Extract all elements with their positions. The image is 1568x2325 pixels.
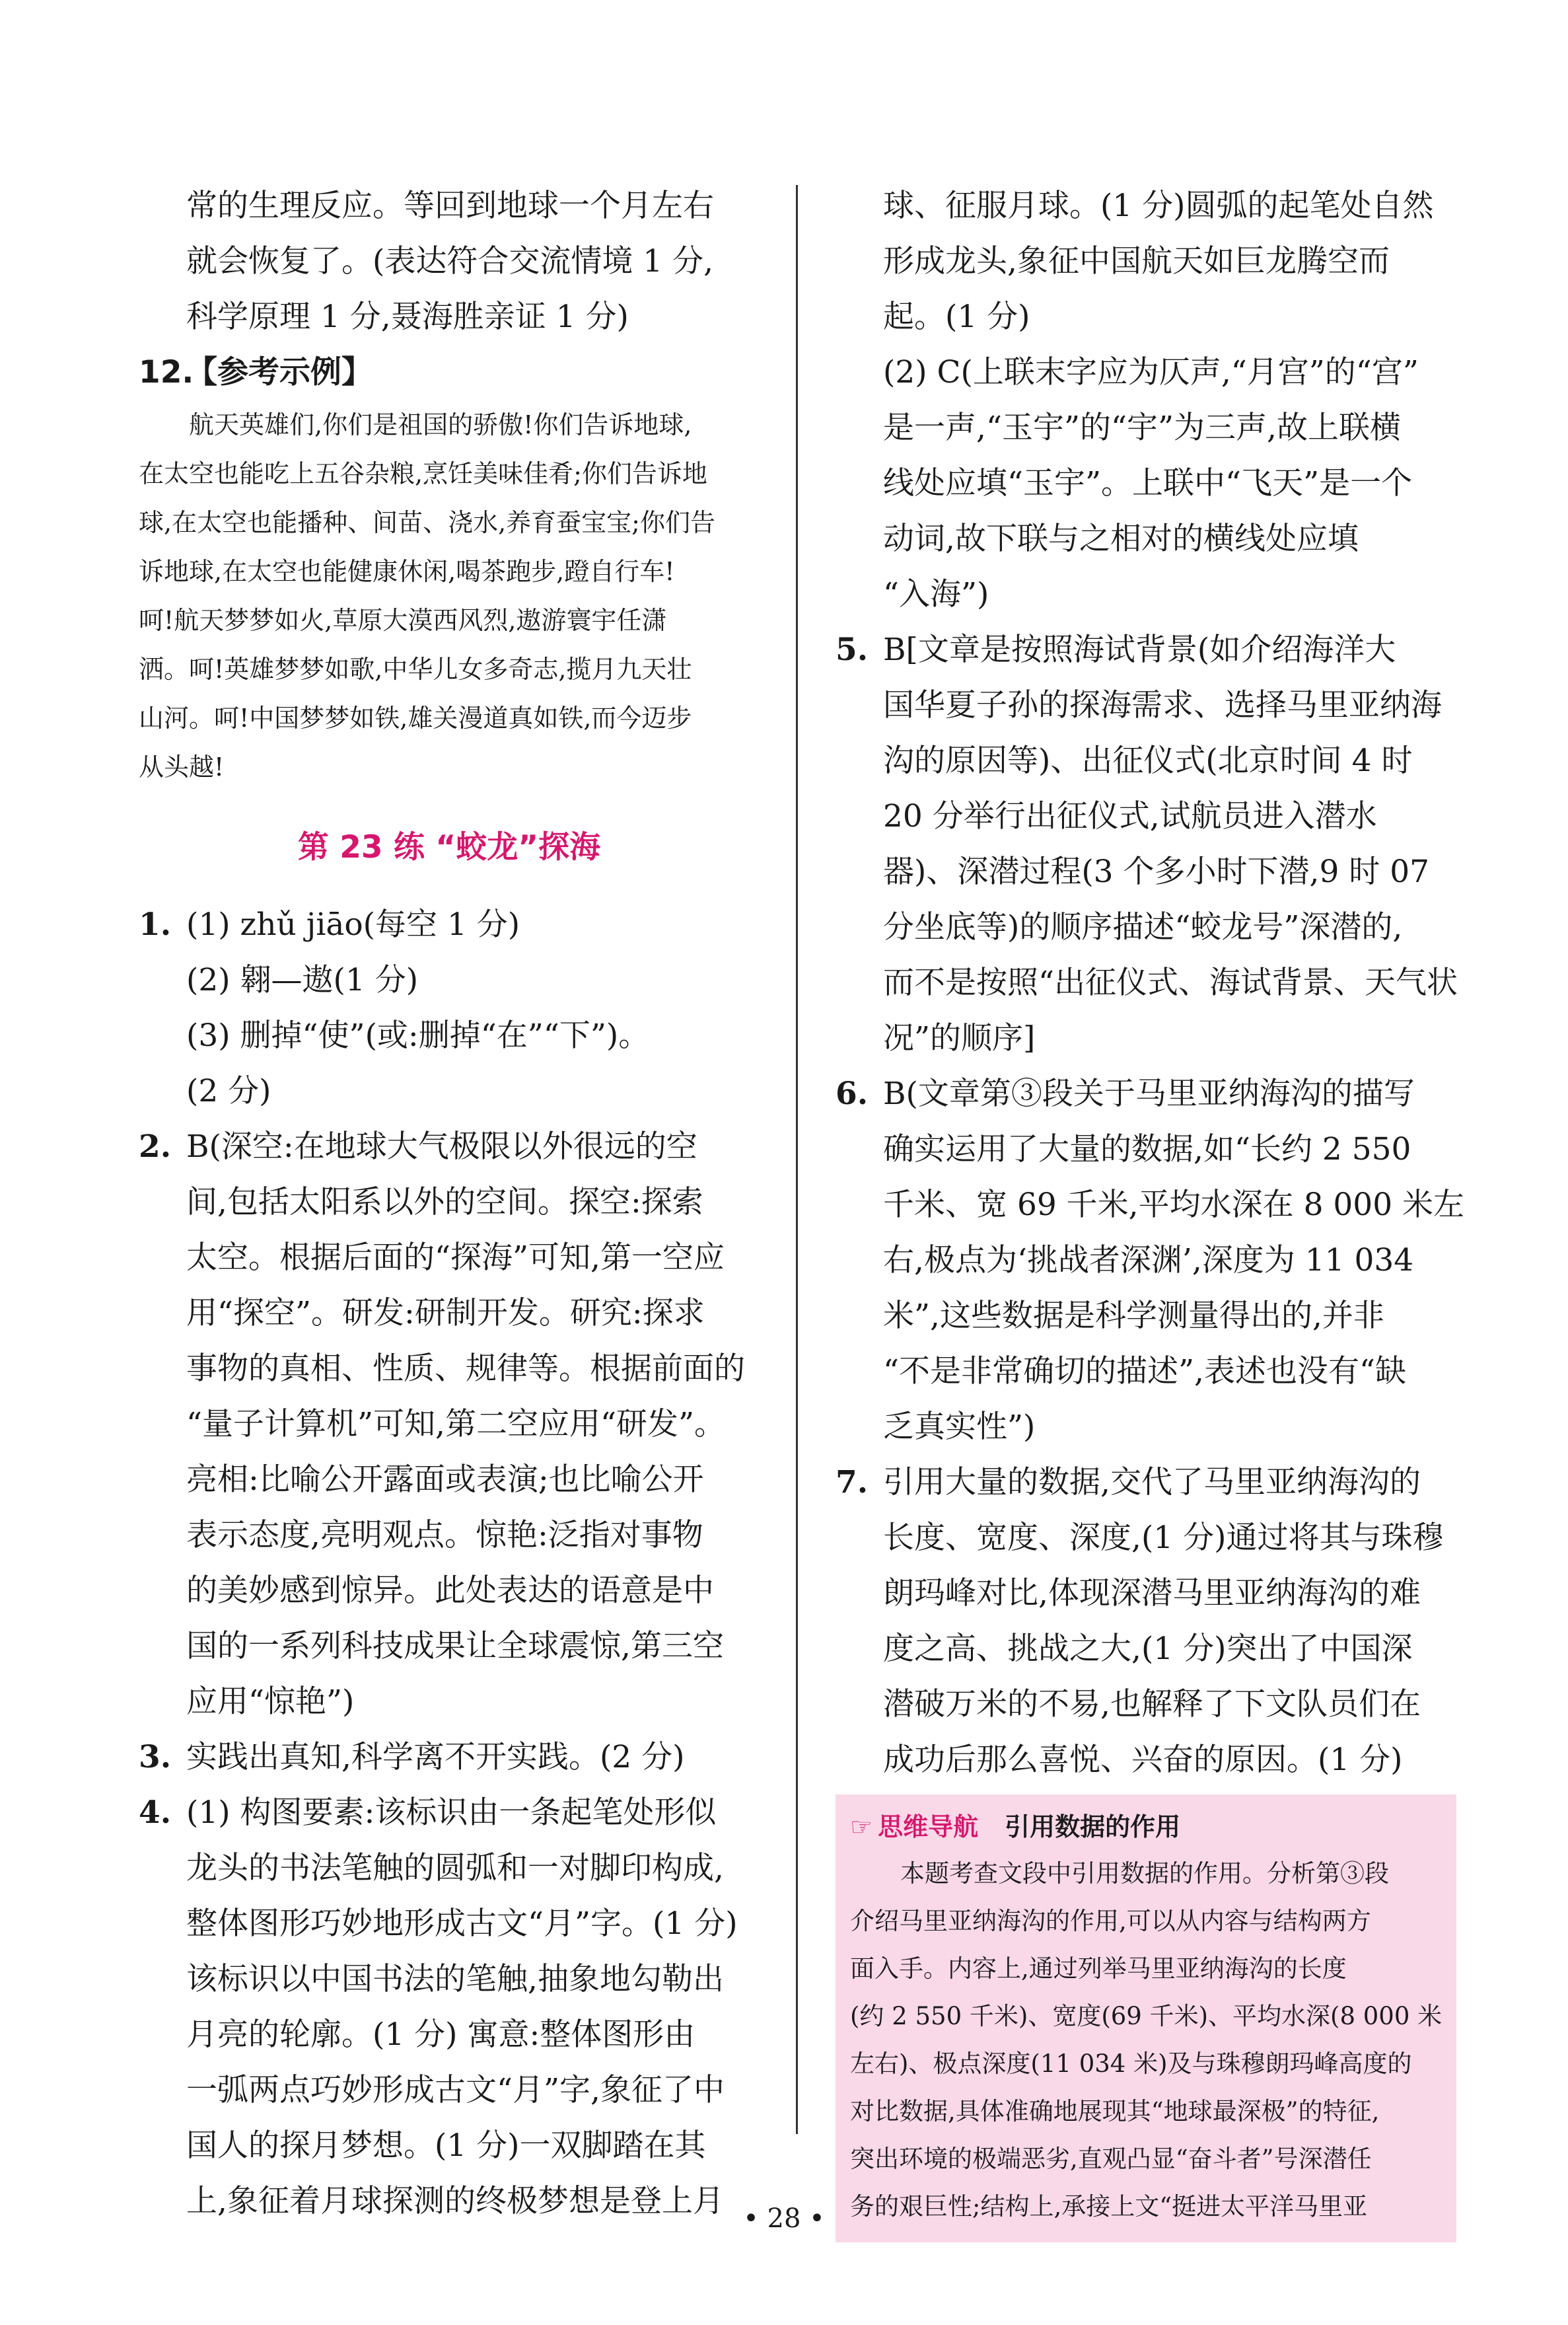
left-column (139, 178, 760, 2229)
thinking-guide-topic: 引用数据的作用 (1005, 1812, 1181, 1841)
question-number: 3. (139, 1739, 172, 1775)
question-number: 2. (139, 1128, 172, 1165)
text-line: 呵!航天梦梦如火,草原大漠西风烈,遨游寰宇任潇 (139, 606, 667, 635)
text-line: (3) 删掉“使”(或:删掉“在”“下”)。 (186, 1017, 650, 1054)
thinking-guide-body (850, 1850, 1442, 2231)
question-1 (139, 897, 760, 1119)
question-number: 12. (139, 354, 194, 390)
question-number: 4. (139, 1794, 172, 1831)
question-6 (836, 1066, 1465, 1455)
text-line: 龙头的书法笔触的圆弧和一对脚印构成, (186, 1850, 724, 1886)
text-line: 分坐底等)的顺序描述“蛟龙号”深潜的, (883, 909, 1403, 945)
text-line: 沟的原因等)、出征仪式(北京时间 4 时 (883, 743, 1413, 779)
text-line: 球、征服月球。(1 分)圆弧的起笔处自然 (883, 188, 1434, 224)
text-line: 国的一系列科技成果让全球震惊,第三空 (186, 1628, 724, 1664)
text-line: 线处应填“玉宇”。上联中“飞天”是一个 (883, 465, 1413, 501)
question-number: 6. (836, 1076, 869, 1112)
text-line: 山河。呵!中国梦梦如铁,雄关漫道真如铁,而今迈步 (139, 704, 692, 733)
text-line: 器)、深潜过程(3 个多小时下潜,9 时 07 (883, 854, 1430, 890)
text-line: 成功后那么喜悦、兴奋的原因。(1 分) (883, 1742, 1403, 1778)
text-line: 间,包括太阳系以外的空间。探空:探索 (186, 1184, 703, 1220)
text-line: 对比数据,具体准确地展现其“地球最深极”的特征, (850, 2097, 1380, 2125)
thinking-guide-title (850, 1804, 1442, 1850)
text-line: 亮相:比喻公开露面或表演;也比喻公开 (186, 1461, 704, 1498)
text-line: 务的艰巨性;结构上,承接上文“挺进太平洋马里亚 (850, 2192, 1368, 2221)
question-4 (139, 1785, 760, 2229)
question-12 (139, 345, 760, 792)
text-line: B[文章是按照海试背景(如介绍海洋大 (883, 632, 1396, 668)
text-line: 常的生理反应。等回到地球一个月左右 (186, 188, 714, 224)
text-line: “入海”) (883, 576, 989, 612)
text-line: 表示态度,亮明观点。惊艳:泛指对事物 (186, 1517, 703, 1553)
continued-answer (836, 178, 1456, 622)
text-line: “不是非常确切的描述”,表述也没有“缺 (883, 1353, 1407, 1389)
question-5 (836, 622, 1456, 1066)
text-line: 面入手。内容上,通过列举马里亚纳海沟的长度 (850, 1954, 1347, 1983)
text-line: B(深空:在地球大气极限以外很远的空 (186, 1128, 697, 1165)
text-line: 动词,故下联与之相对的横线处应填 (883, 521, 1359, 557)
text-line: (1) zhǔ jiāo(每空 1 分) (186, 906, 520, 943)
text-line: 的美妙感到惊异。此处表达的语意是中 (186, 1572, 714, 1609)
reference-example-text (139, 400, 760, 792)
text-line: 长度、宽度、深度,(1 分)通过将其与珠穆 (883, 1520, 1444, 1556)
text-line: 诉地球,在太空也能健康休闲,喝茶跑步,蹬自行车! (139, 557, 675, 586)
text-line: 介绍马里亚纳海沟的作用,可以从内容与结构两方 (850, 1907, 1371, 1935)
text-line: 用“探空”。研发:研制开发。研究:探求 (186, 1295, 705, 1331)
text-line: 球,在太空也能播种、间苗、浇水,养育蚕宝宝;你们告 (139, 508, 715, 537)
thinking-guide-box (836, 1794, 1456, 2242)
text-line: 起。(1 分) (883, 299, 1030, 335)
text-line: 米”,这些数据是科学测量得出的,并非 (883, 1298, 1384, 1334)
text-line: (2) 翱—遨(1 分) (186, 962, 419, 998)
text-line: 形成龙头,象征中国航天如巨龙腾空而 (883, 243, 1390, 279)
question-2 (139, 1119, 760, 1730)
section-title: 第 23 练 “蛟龙”探海 (297, 829, 601, 866)
text-line: 该标识以中国书法的笔触,抽象地勾勒出 (186, 1961, 724, 1997)
continued-answer (139, 178, 760, 345)
text-line: 实践出真知,科学离不开实践。(2 分) (186, 1739, 685, 1775)
question-3 (139, 1730, 760, 1785)
text-line: 就会恢复了。(表达符合交流情境 1 分, (186, 243, 714, 279)
text-line: 国人的探月梦想。(1 分)一双脚踏在其 (186, 2127, 706, 2164)
text-line: 事物的真相、性质、规律等。根据前面的 (186, 1350, 745, 1387)
text-line: 月亮的轮廓。(1 分) 寓意:整体图形由 (186, 2016, 695, 2053)
text-line: (2) C(上联末字应为仄声,“月宫”的“宫” (883, 354, 1419, 390)
right-column (836, 178, 1465, 2242)
text-line: 20 分举行出征仪式,试航员进入潜水 (883, 798, 1377, 834)
text-line: 应用“惊艳”) (186, 1683, 355, 1720)
text-line: 一弧两点巧妙形成古文“月”字,象征了中 (186, 2072, 725, 2108)
text-line: 洒。呵!英雄梦梦如歌,中华儿女多奇志,揽月九天壮 (139, 655, 692, 684)
question-number: 1. (139, 906, 172, 943)
text-line: 科学原理 1 分,聂海胜亲证 1 分) (186, 299, 629, 335)
text-line: (2 分) (186, 1073, 271, 1109)
question-number: 7. (836, 1464, 869, 1500)
column-divider (796, 185, 798, 2134)
text-line: 是一声,“玉宇”的“宇”为三声,故上联横 (883, 410, 1401, 446)
question-7 (836, 1455, 1456, 1788)
text-line: 航天英雄们,你们是祖国的骄傲!你们告诉地球, (189, 410, 692, 439)
text-line: 在太空也能吃上五谷杂粮,烹饪美味佳肴;你们告诉地 (139, 459, 707, 488)
text-line: 千米、宽 69 千米,平均水深在 8 000 米左 (883, 1187, 1465, 1223)
text-line: 潜破万米的不易,也解释了下文队员们在 (883, 1686, 1421, 1722)
thinking-guide-label: 思维导航 (878, 1812, 979, 1841)
text-line: “量子计算机”可知,第二空应用“研发”。 (186, 1406, 726, 1442)
text-line: 突出环境的极端恶劣,直观凸显“奋斗者”号深潜任 (850, 2145, 1372, 2173)
text-line: B(文章第③段关于马里亚纳海沟的描写 (883, 1076, 1415, 1112)
text-line: 乏真实性”) (883, 1409, 1036, 1445)
text-line: 太空。根据后面的“探海”可知,第一空应 (186, 1239, 725, 1276)
page-number: • 28 • (743, 2203, 825, 2234)
pointing-hand-icon: ☞ (850, 1812, 873, 1841)
text-line: 况”的顺序] (883, 1020, 1036, 1056)
text-line: 本题考查文段中引用数据的作用。分析第③段 (900, 1859, 1389, 1888)
text-line: 国华夏子孙的探海需求、选择马里亚纳海 (883, 687, 1442, 723)
text-line: 整体图形巧妙地形成古文“月”字。(1 分) (186, 1905, 738, 1942)
text-line: 左右)、极点深度(11 034 米)及与珠穆朗玛峰高度的 (850, 2049, 1412, 2078)
text-line: 朗玛峰对比,体现深潜马里亚纳海沟的难 (883, 1575, 1421, 1611)
text-line: (1) 构图要素:该标识由一条起笔处形似 (186, 1794, 717, 1831)
reference-example-label: 【参考示例】 (186, 354, 373, 390)
text-line: 度之高、挑战之大,(1 分)突出了中国深 (883, 1631, 1413, 1667)
text-line: 而不是按照“出征仪式、海试背景、天气状 (883, 965, 1458, 1001)
text-line: 上,象征着月球探测的终极梦想是登上月 (186, 2183, 724, 2219)
text-line: (约 2 550 千米)、宽度(69 千米)、平均水深(8 000 米 (850, 2002, 1443, 2030)
text-line: 引用大量的数据,交代了马里亚纳海沟的 (883, 1464, 1421, 1500)
question-number: 5. (836, 632, 869, 668)
text-line: 右,极点为‘挑战者深渊’,深度为 11 034 (883, 1242, 1414, 1278)
text-line: 从头越! (139, 753, 225, 782)
text-line: 确实运用了大量的数据,如“长约 2 550 (883, 1131, 1411, 1167)
